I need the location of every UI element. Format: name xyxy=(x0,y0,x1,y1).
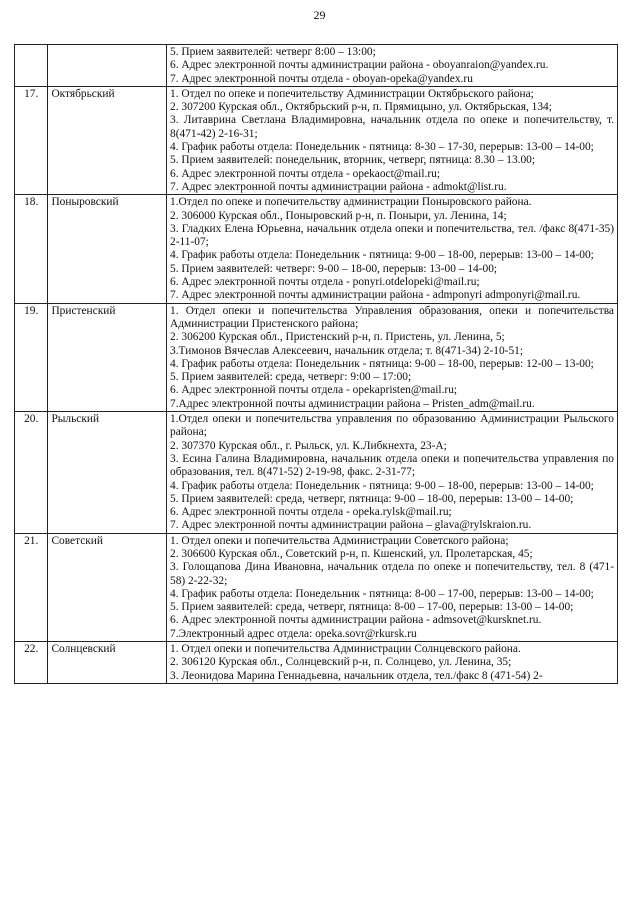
info-line: 6. Адрес электронной почты отдела - ponyri.otdelopeki@mail.ru; xyxy=(170,276,480,289)
office-info xyxy=(167,195,618,303)
row-number: 18. xyxy=(15,195,48,303)
info-line: 6. Адрес электронной почты отдела - opeka.rylsk@mail.ru; xyxy=(170,506,452,519)
office-info xyxy=(167,86,618,194)
info-line: 7.Адрес электронной почты администрации района – Pristen_adm@mail.ru. xyxy=(170,397,535,410)
district-name: Солнцевский xyxy=(48,642,167,684)
info-line: 6. Адрес электронной почты администрации района - oboyanraion@yandex.ru. xyxy=(170,59,549,72)
info-line: 5. Прием заявителей: четверг 8:00 – 13:00; xyxy=(170,46,376,58)
info-line: 3. Есина Галина Владимировна, начальник отдела опеки и попечительства управления по образования, тел. 8(471-52) 2-19-98, факс. 2-31-77; xyxy=(170,452,614,479)
office-info xyxy=(167,412,618,534)
info-line: 1. Отдел опеки и попечительства Администрации Солнцевского района. xyxy=(170,643,521,656)
info-line: 2. 306600 Курская обл., Советский р-н, п. Кшенский, ул. Пролетарская, 45; xyxy=(170,547,533,560)
table-row xyxy=(15,195,618,303)
district-name: Пристенский xyxy=(48,303,167,411)
info-line: 4. График работы отдела: Понедельник - пятница: 9-00 – 18-00, перерыв: 13-00 – 14-00; xyxy=(170,479,594,492)
info-line: 5. Прием заявителей: среда, четверг: 9:00 – 17:00; xyxy=(170,371,412,384)
info-line: 1. Отдел по опеке и попечительству Администрации Октябрьского района; xyxy=(170,87,534,100)
district-name: Октябрьский xyxy=(48,86,167,194)
info-line: 6. Адрес электронной почты отдела - opekapristen@mail.ru; xyxy=(170,384,458,397)
info-line: 2. 306120 Курская обл., Солнцевский р-н, п. Солнцево, ул. Ленина, 35; xyxy=(170,656,512,669)
info-line: 2. 306000 Курская обл., Поныровский р-н, п. Поныри, ул. Ленина, 14; xyxy=(170,209,507,222)
info-line: 4. График работы отдела: Понедельник - пятница: 9-00 – 18-00, перерыв: 13-00 – 14-00; xyxy=(170,249,594,262)
info-line: 7. Адрес электронной почты отдела - oboyan-opeka@yandex.ru xyxy=(170,72,473,85)
row-number: 21. xyxy=(15,533,48,641)
info-line: 3. Литаврина Светлана Владимировна, начальник отдела по опеке и попечительству, т. 8(471-42) 2-16-31; xyxy=(170,114,614,140)
info-line: 2. 307200 Курская обл., Октябрьский р-н, п. Прямицыно, ул. Октябрьская, 134; xyxy=(170,101,552,114)
info-line: 4. График работы отдела: Понедельник - пятница: 8-30 – 17-30, перерыв: 13-00 – 14-00; xyxy=(170,141,594,154)
district-name: Рыльский xyxy=(48,412,167,534)
info-line: 6. Адрес электронной почты администрации района - admsovet@kursknet.ru. xyxy=(170,614,542,627)
info-line: 5. Прием заявителей: четверг: 9-00 – 18-00, перерыв: 13-00 – 14-00; xyxy=(170,262,498,275)
info-line: 1. Отдел опеки и попечительства Управления образования, опеки и попечительства Администрации Пристенского района; xyxy=(170,304,614,330)
row-number: 19. xyxy=(15,303,48,411)
info-line: 7.Электронный адрес отдела: opeka.sovr@rkursk.ru xyxy=(170,627,417,640)
district-name xyxy=(48,45,167,87)
info-line: 7. Адрес электронной почты администрации района - admokt@list.ru. xyxy=(170,180,507,193)
row-number xyxy=(15,45,48,87)
district-name: Советский xyxy=(48,533,167,641)
info-line: 6. Адрес электронной почты отдела - opekaoct@mail.ru; xyxy=(170,167,440,180)
table-body xyxy=(15,45,618,684)
info-line: 4. График работы отдела: Понедельник - пятница: 9-00 – 18-00, перерыв: 12-00 – 13-00; xyxy=(170,357,594,370)
office-info xyxy=(167,45,618,87)
table-row xyxy=(15,412,618,534)
info-line: 3. Гладких Елена Юрьевна, начальник отдела опеки и попечительства, тел. /факс 8(471-35) 2-11-07; xyxy=(170,222,614,249)
info-line: 3. Леонидова Марина Геннадьевна, начальник отдела, тел./факс 8 (471-54) 2- xyxy=(170,669,543,682)
info-line: 2. 307370 Курская обл., г. Рыльск, ул. К.Либкнехта, 23-А; xyxy=(170,439,447,452)
row-number: 22. xyxy=(15,642,48,684)
guardianship-offices-table xyxy=(14,44,618,684)
info-line: 1.Отдел опеки и попечительства управления по образованию Администрации Рыльского района; xyxy=(170,413,614,439)
table-row xyxy=(15,45,618,87)
office-info xyxy=(167,642,618,684)
table-row xyxy=(15,303,618,411)
row-number: 17. xyxy=(15,86,48,194)
info-line: 1.Отдел по опеке и попечительству администрации Поныровского района. xyxy=(170,196,532,209)
district-name: Поныровский xyxy=(48,195,167,303)
table-row xyxy=(15,86,618,194)
info-line: 3.Тимонов Вячеслав Алексеевич, начальник отдела; т. 8(471-34) 2-10-51; xyxy=(170,344,524,357)
office-info xyxy=(167,303,618,411)
info-line: 4. График работы отдела: Понедельник - пятница: 8-00 – 17-00, перерыв: 13-00 – 14-00; xyxy=(170,587,594,600)
info-line: 5. Прием заявителей: среда, четверг, пятница: 9-00 – 18-00, перерыв: 13-00 – 14-00; xyxy=(170,492,574,505)
info-line: 7. Адрес электронной почты администрации района - admponyri admponyri@mail.ru. xyxy=(170,289,581,302)
info-line: 5. Прием заявителей: среда, четверг, пятница: 8-00 – 17-00, перерыв: 13-00 – 14-00; xyxy=(170,601,574,614)
info-line: 3. Голощапова Дина Ивановна, начальник отдела по опеке и попечительству, тел. 8 (471-58) 2-22-32; xyxy=(170,561,614,587)
info-line: 7. Адрес электронной почты администрации района – glava@rylskraion.ru. xyxy=(170,519,532,532)
page-number: 29 xyxy=(313,8,326,22)
info-line: 1. Отдел опеки и попечительства Администрации Советского района; xyxy=(170,534,509,547)
table-row xyxy=(15,533,618,641)
office-info xyxy=(167,533,618,641)
table-row xyxy=(15,642,618,684)
info-line: 2. 306200 Курская обл., Пристенский р-н, п. Пристень, ул. Ленина, 5; xyxy=(170,331,505,344)
info-line: 5. Прием заявителей: понедельник, вторник, четверг, пятница: 8.30 – 13.00; xyxy=(170,154,536,167)
row-number: 20. xyxy=(15,412,48,534)
